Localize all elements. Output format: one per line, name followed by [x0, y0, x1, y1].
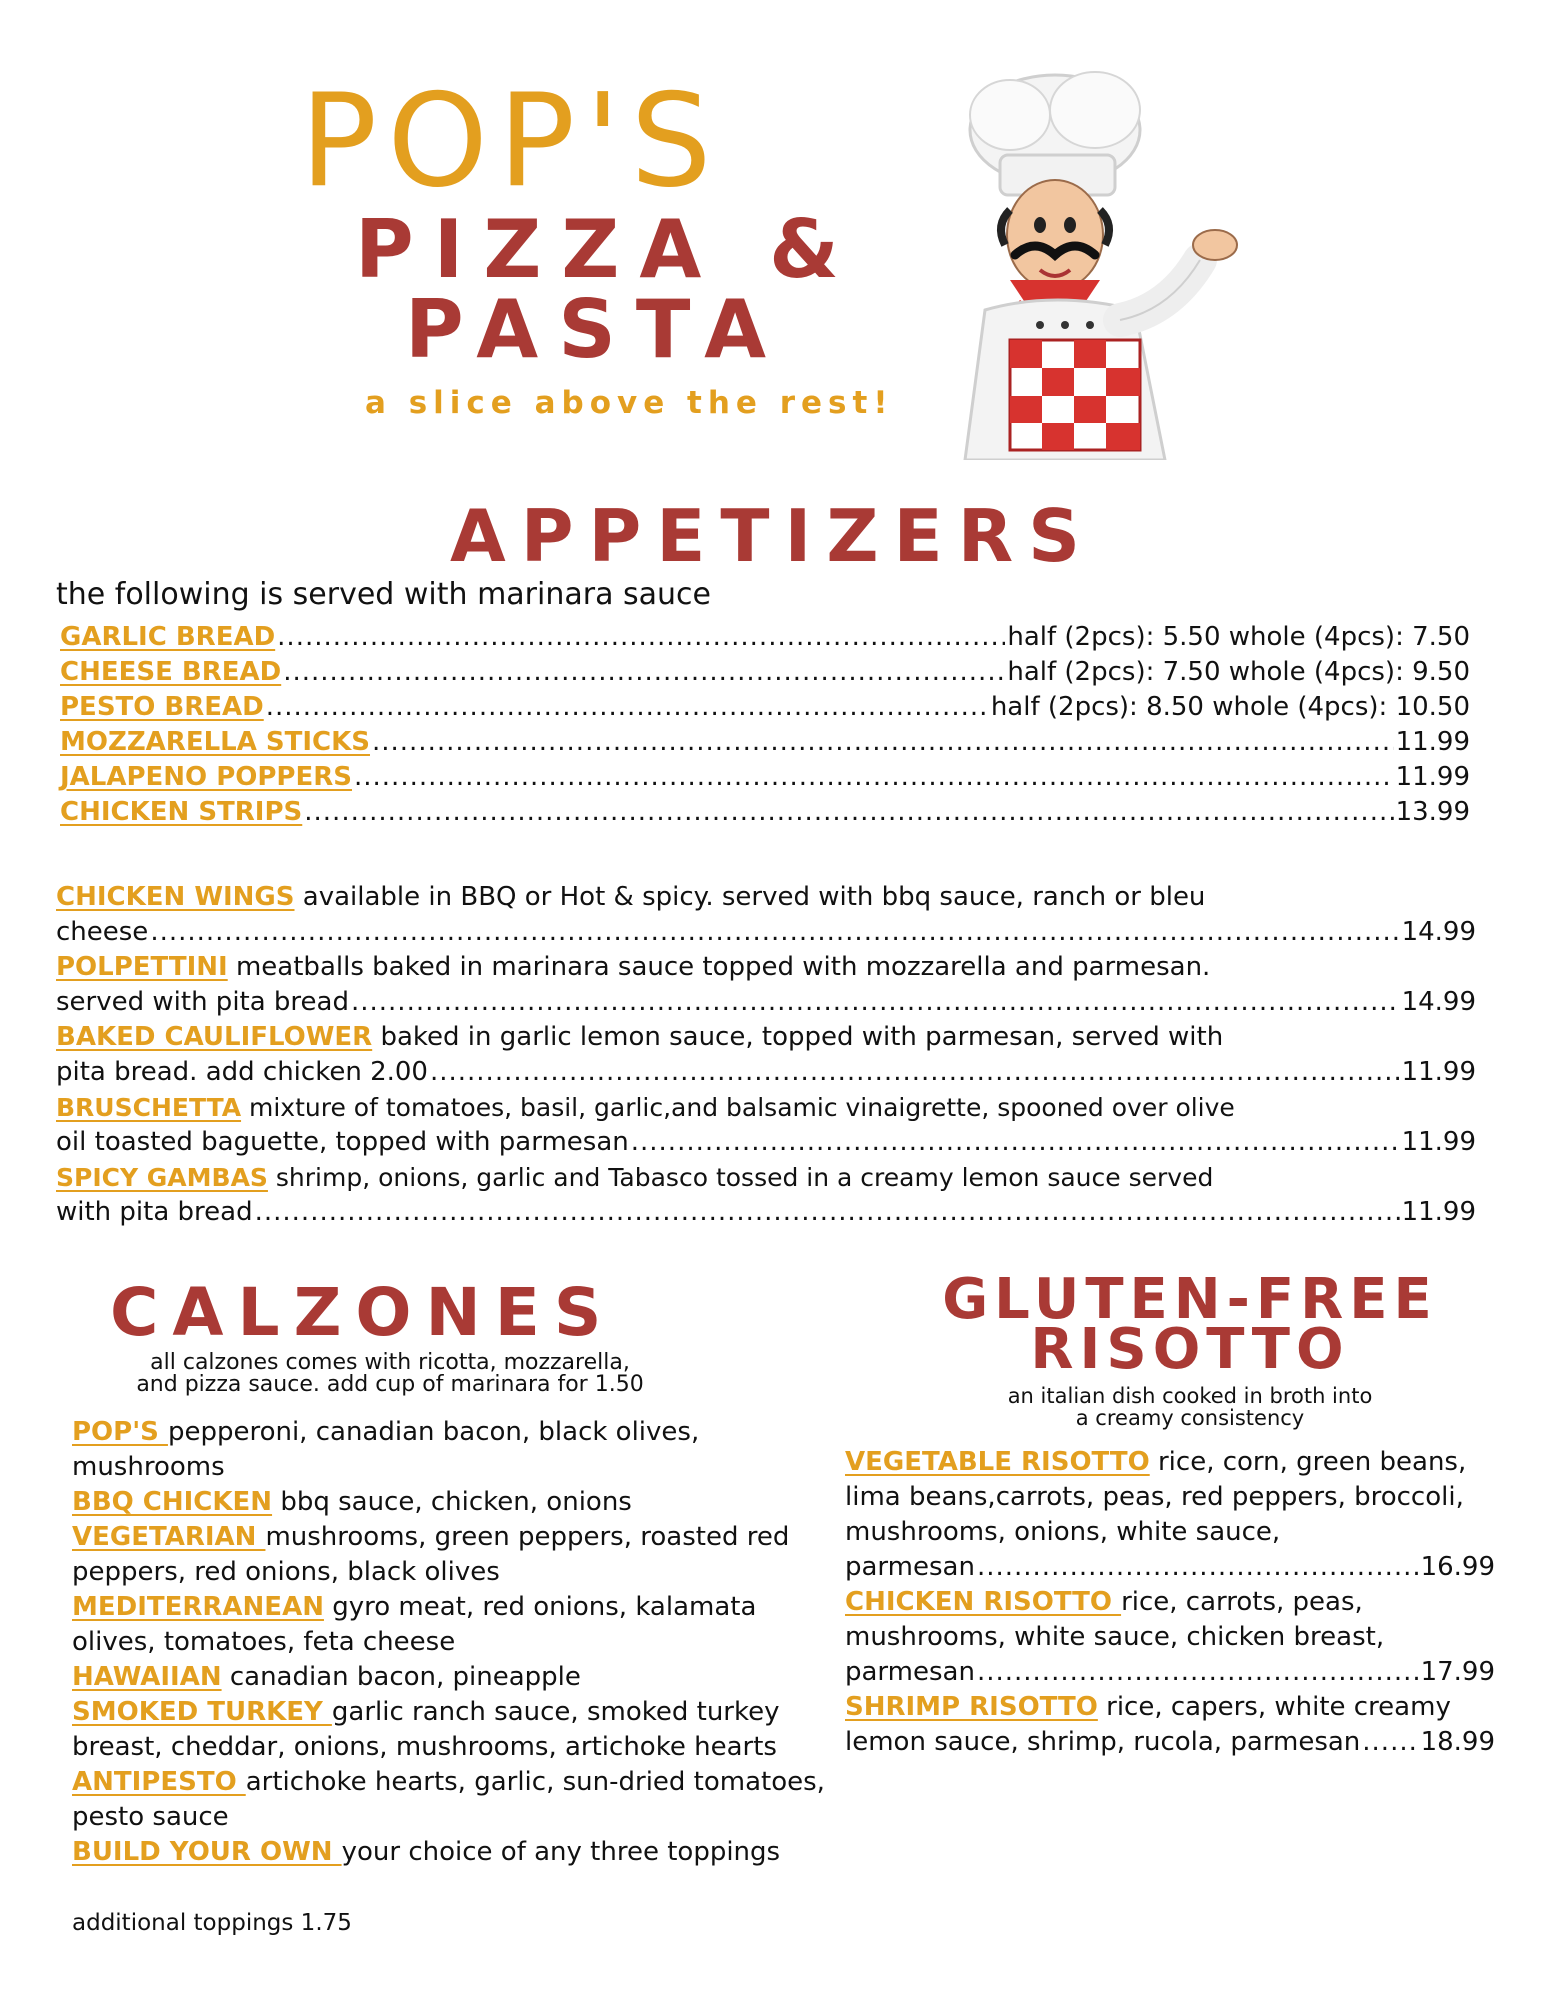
leader-dots [1362, 1725, 1418, 1760]
brand-name-pizza: PIZZA & [355, 203, 859, 296]
item-name: ANTIPESTO [72, 1767, 246, 1797]
item-price: 14.99 [1401, 917, 1476, 947]
calzone-item [72, 1660, 832, 1695]
item-description: pepperoni, canadian bacon, black olives, mushrooms [72, 1417, 700, 1482]
item-name: SHRIMP RISOTTO [845, 1692, 1098, 1722]
calzones-title: CALZONES [110, 1274, 616, 1351]
leader-dots [255, 1195, 1400, 1230]
leader-dots [283, 655, 1005, 690]
described-item [56, 950, 1476, 1020]
item-name: JALAPENO POPPERS [60, 762, 352, 792]
leader-dots [631, 1125, 1400, 1160]
item-description-tail: lemon sauce, shrimp, rucola, parmesan [845, 1727, 1361, 1757]
leader-dots [372, 725, 1394, 760]
item-price: 14.99 [1401, 987, 1476, 1017]
leader-dots [150, 915, 1399, 950]
item-description: meatballs baked in marinara sauce topped with mozzarella and parmesan. [235, 952, 1211, 982]
item-name: CHICKEN STRIPS [60, 797, 303, 827]
item-description: rice, corn, green beans, lima beans,carrots, peas, red peppers, broccoli, mushrooms, onions, white sauce, [845, 1447, 1467, 1547]
item-price: 11.99 [1395, 727, 1470, 757]
calzone-item [72, 1415, 832, 1485]
item-name: VEGETABLE RISOTTO [845, 1447, 1150, 1477]
item-price: 16.99 [1420, 1552, 1495, 1582]
appetizers-title: APPETIZERS [449, 494, 1096, 578]
item-description-tail: oil toasted baguette, topped with parmesan [56, 1127, 629, 1157]
item-price: half (2pcs): 5.50 whole (4pcs): 7.50 [1007, 622, 1470, 652]
item-price: 11.99 [1395, 762, 1470, 792]
calzone-item [72, 1695, 832, 1765]
item-name: VEGETARIAN [72, 1522, 266, 1552]
menu-item [60, 655, 1470, 690]
item-name: CHICKEN WINGS [56, 882, 295, 912]
item-description: baked in garlic lemon sauce, topped with parmesan, served with [380, 1022, 1224, 1052]
item-name: CHICKEN RISOTTO [845, 1587, 1122, 1617]
item-price: 11.99 [1401, 1197, 1476, 1227]
item-name: GARLIC BREAD [60, 622, 276, 652]
item-price: 17.99 [1420, 1657, 1495, 1687]
item-description: mixture of tomatoes, basil, garlic,and balsamic vinaigrette, spooned over olive [249, 1093, 1235, 1122]
calzones-note-line1: all calzones comes with ricotta, mozzarella, [150, 1350, 630, 1375]
calzone-item [72, 1485, 832, 1520]
risotto-item [845, 1585, 1495, 1690]
item-description: canadian bacon, pineapple [221, 1662, 581, 1692]
menu-item [60, 795, 1470, 830]
item-name: CHEESE BREAD [60, 657, 282, 687]
calzone-item [72, 1590, 832, 1660]
leader-dots [277, 620, 1005, 655]
item-description: rice, carrots, peas, mushrooms, white sauce, chicken breast, [845, 1587, 1385, 1652]
risotto-title-line2: RISOTTO [1030, 1317, 1350, 1382]
menu-item [60, 620, 1470, 655]
leader-dots [977, 1550, 1419, 1585]
item-description-tail: with pita bread [56, 1197, 253, 1227]
item-description: available in BBQ or Hot & spicy. served with bbq sauce, ranch or bleu [302, 882, 1206, 912]
appetizers-note: the following is served with marinara sauce [56, 577, 711, 612]
brand-name-pops: POP'S [300, 67, 722, 216]
item-description-tail: pita bread. add chicken 2.00 [56, 1057, 428, 1087]
item-name: HAWAIIAN [72, 1662, 222, 1692]
item-description: bbq sauce, chicken, onions [272, 1487, 632, 1517]
calzones-note [60, 1352, 720, 1396]
item-description-tail: parmesan [845, 1552, 975, 1582]
risotto-title-line1: GLUTEN-FREE [942, 1267, 1438, 1332]
calzones-note-line2: and pizza sauce. add cup of marinara for 1.50 [136, 1372, 644, 1397]
leader-dots [266, 690, 989, 725]
item-name: MEDITERRANEAN [72, 1592, 324, 1622]
item-description: your choice of any three toppings [341, 1837, 781, 1867]
item-price: half (2pcs): 7.50 whole (4pcs): 9.50 [1007, 657, 1470, 687]
item-description-tail: parmesan [845, 1657, 975, 1687]
leader-dots [354, 760, 1394, 795]
item-description-tail: cheese [56, 917, 149, 947]
item-name: BUILD YOUR OWN [72, 1837, 342, 1867]
leader-dots [430, 1055, 1400, 1090]
calzone-item [72, 1765, 832, 1835]
item-name: SMOKED TURKEY [72, 1697, 332, 1727]
leader-dots [977, 1655, 1419, 1690]
menu-item [60, 760, 1470, 795]
chef-mascot-icon [915, 60, 1275, 460]
item-name: POLPETTINI [56, 952, 228, 982]
risotto-item [845, 1445, 1495, 1585]
leader-dots [304, 795, 1393, 830]
risotto-title [860, 1267, 1520, 1382]
item-description: rice, capers, white creamy [1097, 1692, 1451, 1722]
calzone-item [72, 1835, 832, 1870]
item-name: SPICY GAMBAS [56, 1163, 268, 1192]
item-price: 18.99 [1420, 1727, 1495, 1757]
risotto-note-line2: a creamy consistency [1075, 1406, 1305, 1430]
additional-toppings-note: additional toppings 1.75 [72, 1910, 352, 1936]
item-name: BBQ CHICKEN [72, 1487, 273, 1517]
item-description-tail: served with pita bread [56, 987, 349, 1017]
described-item [56, 1090, 1476, 1160]
risotto-note [860, 1385, 1520, 1429]
described-item [56, 1020, 1476, 1090]
item-price: 11.99 [1401, 1057, 1476, 1087]
described-item [56, 1160, 1476, 1230]
brand-tagline: a slice above the rest! [365, 385, 894, 421]
item-price: 13.99 [1395, 797, 1470, 827]
item-price: half (2pcs): 8.50 whole (4pcs): 10.50 [990, 692, 1470, 722]
menu-item [60, 690, 1470, 725]
item-description: gyro meat, red onions, kalamata olives, tomatoes, feta cheese [72, 1592, 757, 1657]
item-price: 11.99 [1401, 1127, 1476, 1157]
calzone-item [72, 1520, 832, 1590]
item-description: garlic ranch sauce, smoked turkey breast, cheddar, onions, mushrooms, artichoke hearts [72, 1697, 780, 1762]
brand-name-pasta: PASTA [405, 283, 787, 376]
item-description: artichoke hearts, garlic, sun-dried tomatoes, pesto sauce [72, 1767, 825, 1832]
leader-dots [351, 985, 1400, 1020]
item-description: mushrooms, green peppers, roasted red peppers, red onions, black olives [72, 1522, 790, 1587]
risotto-note-line1: an italian dish cooked in broth into [1007, 1384, 1373, 1408]
described-item [56, 880, 1476, 950]
menu-item [60, 725, 1470, 760]
item-name: BRUSCHETTA [56, 1093, 242, 1122]
item-name: POP'S [72, 1417, 168, 1447]
item-name: BAKED CAULIFLOWER [56, 1022, 373, 1052]
risotto-item [845, 1690, 1495, 1760]
item-name: MOZZARELLA STICKS [60, 727, 370, 757]
item-name: PESTO BREAD [60, 692, 264, 722]
item-description: shrimp, onions, garlic and Tabasco tossed in a creamy lemon sauce served [275, 1163, 1214, 1192]
